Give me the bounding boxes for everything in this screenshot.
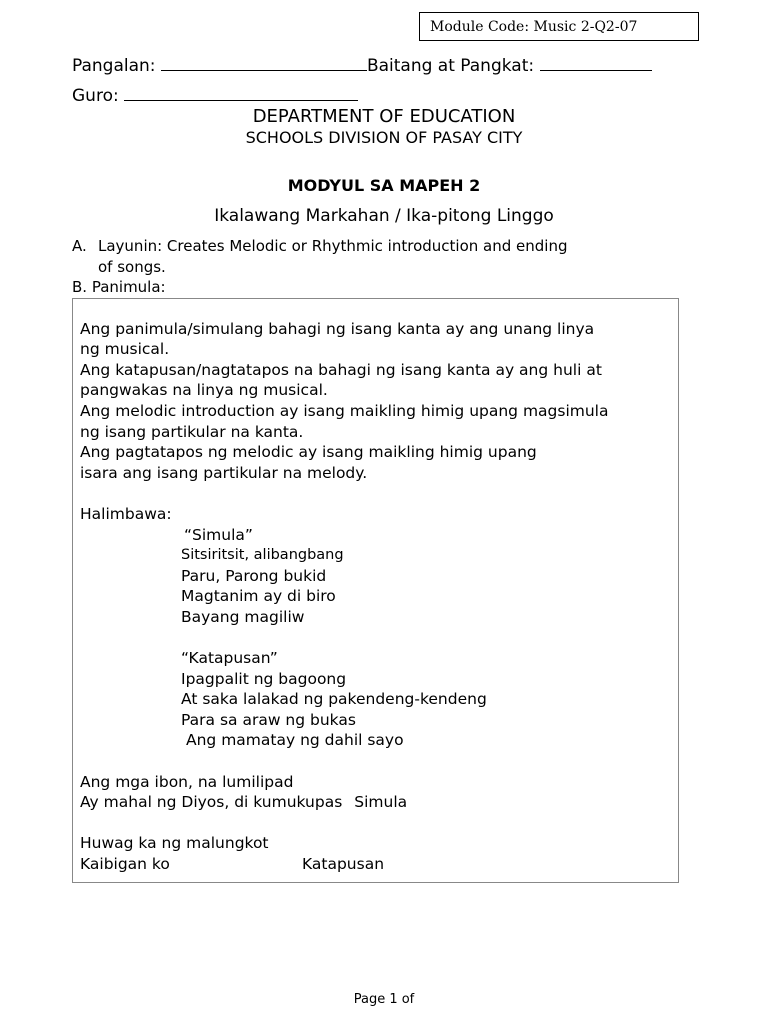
song1-tag: Simula bbox=[354, 793, 408, 812]
katapusan-heading: “Katapusan” bbox=[181, 649, 278, 668]
song1-row bbox=[80, 792, 608, 813]
module-code-text: Module Code: Music 2-Q2-07 bbox=[430, 19, 638, 35]
page-number: Page 1 of bbox=[353, 992, 415, 1007]
katapusan-item: Para sa araw ng bukas bbox=[181, 710, 356, 729]
objective-line-1: Layunin: Creates Melodic or Rhythmic introduction and ending bbox=[98, 237, 568, 255]
teacher-line bbox=[72, 86, 358, 106]
intro-line: Ang melodic introduction ay isang maikling himig upang magsimula bbox=[80, 401, 609, 420]
simula-item: Paru, Parong bukid bbox=[181, 566, 327, 585]
quarter-title: Ikalawang Markahan / Ika-pitong Linggo bbox=[214, 206, 554, 226]
example-label: Halimbawa: bbox=[80, 504, 172, 523]
song1-line: Ang mga ibon, na lumilipad bbox=[80, 772, 294, 791]
intro-line: ng isang partikular na kanta. bbox=[80, 422, 304, 441]
teacher-label: Guro: bbox=[72, 86, 119, 106]
department-title: DEPARTMENT OF EDUCATION bbox=[252, 106, 516, 127]
grade-blank[interactable] bbox=[540, 56, 652, 71]
content-text bbox=[80, 298, 608, 895]
intro-line: pangwakas na linya ng musical. bbox=[80, 381, 328, 400]
name-blank[interactable] bbox=[161, 56, 367, 71]
simula-item: Magtanim ay di biro bbox=[181, 587, 336, 606]
song2-line: Huwag ka ng malungkot bbox=[80, 834, 269, 853]
simula-item: Sitsiritsit, alibangbang bbox=[181, 547, 344, 564]
song2-line: Kaibigan ko bbox=[80, 855, 170, 874]
katapusan-item: At saka lalakad ng pakendeng-kendeng bbox=[181, 690, 487, 709]
simula-heading: “Simula” bbox=[184, 525, 253, 544]
song2-row bbox=[80, 854, 608, 875]
division-title: SCHOOLS DIVISION OF PASAY CITY bbox=[245, 128, 523, 147]
module-code-box bbox=[419, 12, 699, 41]
katapusan-item: Ang mamatay ng dahil sayo bbox=[186, 731, 404, 750]
module-title: MODYUL SA MAPEH 2 bbox=[287, 176, 481, 195]
intro-line: Ang panimula/simulang bahagi ng isang kanta ay ang unang linya bbox=[80, 319, 595, 338]
panimula-label: B. Panimula: bbox=[72, 278, 166, 296]
objective bbox=[72, 236, 567, 278]
simula-item: Bayang magiliw bbox=[181, 607, 305, 626]
intro-line: ng musical. bbox=[80, 340, 170, 359]
grade-label: Baitang at Pangkat: bbox=[366, 56, 535, 76]
objective-letter: A. bbox=[72, 237, 87, 255]
intro-line: Ang pagtatapos ng melodic ay isang maikling himig upang bbox=[80, 443, 537, 462]
objective-line-2: of songs. bbox=[98, 258, 166, 276]
intro-line: Ang katapusan/nagtatapos na bahagi ng isang kanta ay ang huli at bbox=[80, 360, 602, 379]
song1-line: Ay mahal ng Diyos, di kumukupas bbox=[80, 793, 343, 812]
intro-line: isara ang isang partikular na melody. bbox=[80, 463, 368, 482]
katapusan-item: Ipagpalit ng bagoong bbox=[181, 669, 347, 688]
teacher-blank[interactable] bbox=[124, 86, 358, 101]
name-label: Pangalan: bbox=[72, 56, 156, 76]
song2-tag: Katapusan bbox=[302, 855, 385, 874]
student-info-line bbox=[72, 56, 652, 76]
